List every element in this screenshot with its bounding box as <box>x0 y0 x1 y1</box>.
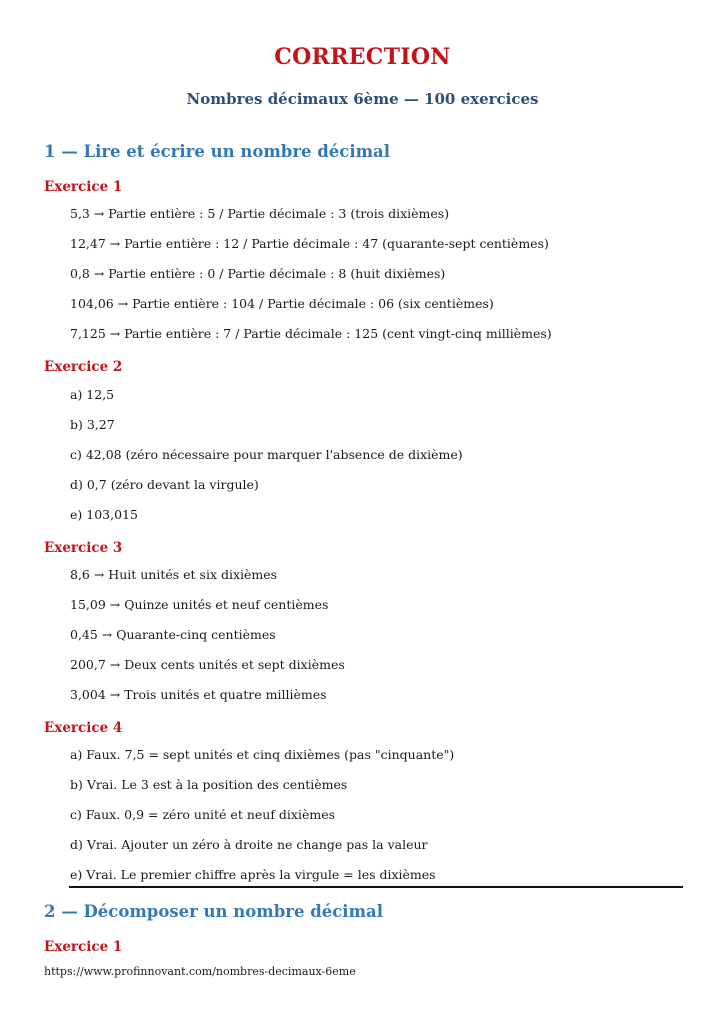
section-title-1: 1 — Lire et écrire un nombre décimal <box>44 142 391 161</box>
answer-line: 7,125 → Partie entière : 7 / Partie décimale : 125 (cent vingt-cinq millièmes) <box>70 326 552 341</box>
answer-line: 104,06 → Partie entière : 104 / Partie décimale : 06 (six centièmes) <box>70 296 494 311</box>
page-title: CORRECTION <box>274 44 451 70</box>
answer-line: c) 42,08 (zéro nécessaire pour marquer l'absence de dixième) <box>70 447 463 462</box>
section-title-2: 2 — Décomposer un nombre décimal <box>44 902 383 921</box>
answer-line: 5,3 → Partie entière : 5 / Partie décimale : 3 (trois dixièmes) <box>70 206 450 221</box>
answer-line: 3,004 → Trois unités et quatre millièmes <box>70 687 327 702</box>
answer-line: a) Faux. 7,5 = sept unités et cinq dixièmes (pas "cinquante") <box>70 747 455 762</box>
answer-line: 8,6 → Huit unités et six dixièmes <box>70 567 278 582</box>
exercise-title: Exercice 1 <box>44 939 123 955</box>
horizontal-rule <box>69 886 683 888</box>
exercise-title: Exercice 4 <box>44 720 123 736</box>
answer-line: 12,47 → Partie entière : 12 / Partie décimale : 47 (quarante-sept centièmes) <box>70 236 549 251</box>
exercise-title: Exercice 1 <box>44 179 123 195</box>
answer-line: a) 12,5 <box>70 387 115 402</box>
answer-line: 200,7 → Deux cents unités et sept dixièmes <box>70 657 345 672</box>
answer-line: b) Vrai. Le 3 est à la position des centièmes <box>70 777 348 792</box>
exercise-title: Exercice 2 <box>44 359 123 375</box>
answer-line: e) Vrai. Le premier chiffre après la virgule = les dixièmes <box>70 867 436 882</box>
answer-line: c) Faux. 0,9 = zéro unité et neuf dixièmes <box>70 807 336 822</box>
exercise-title: Exercice 3 <box>44 540 123 556</box>
answer-line: 0,8 → Partie entière : 0 / Partie décimale : 8 (huit dixièmes) <box>70 266 446 281</box>
answer-line: e) 103,015 <box>70 507 138 522</box>
answer-line: d) 0,7 (zéro devant la virgule) <box>70 477 259 492</box>
answer-line: 0,45 → Quarante-cinq centièmes <box>70 627 276 642</box>
page-subtitle: Nombres décimaux 6ème — 100 exercices <box>186 90 539 108</box>
answer-line: 15,09 → Quinze unités et neuf centièmes <box>70 597 329 612</box>
answer-line: b) 3,27 <box>70 417 115 432</box>
footer-url: https://www.profinnovant.com/nombres-decimaux-6eme <box>44 965 356 978</box>
answer-line: d) Vrai. Ajouter un zéro à droite ne change pas la valeur <box>70 837 428 852</box>
